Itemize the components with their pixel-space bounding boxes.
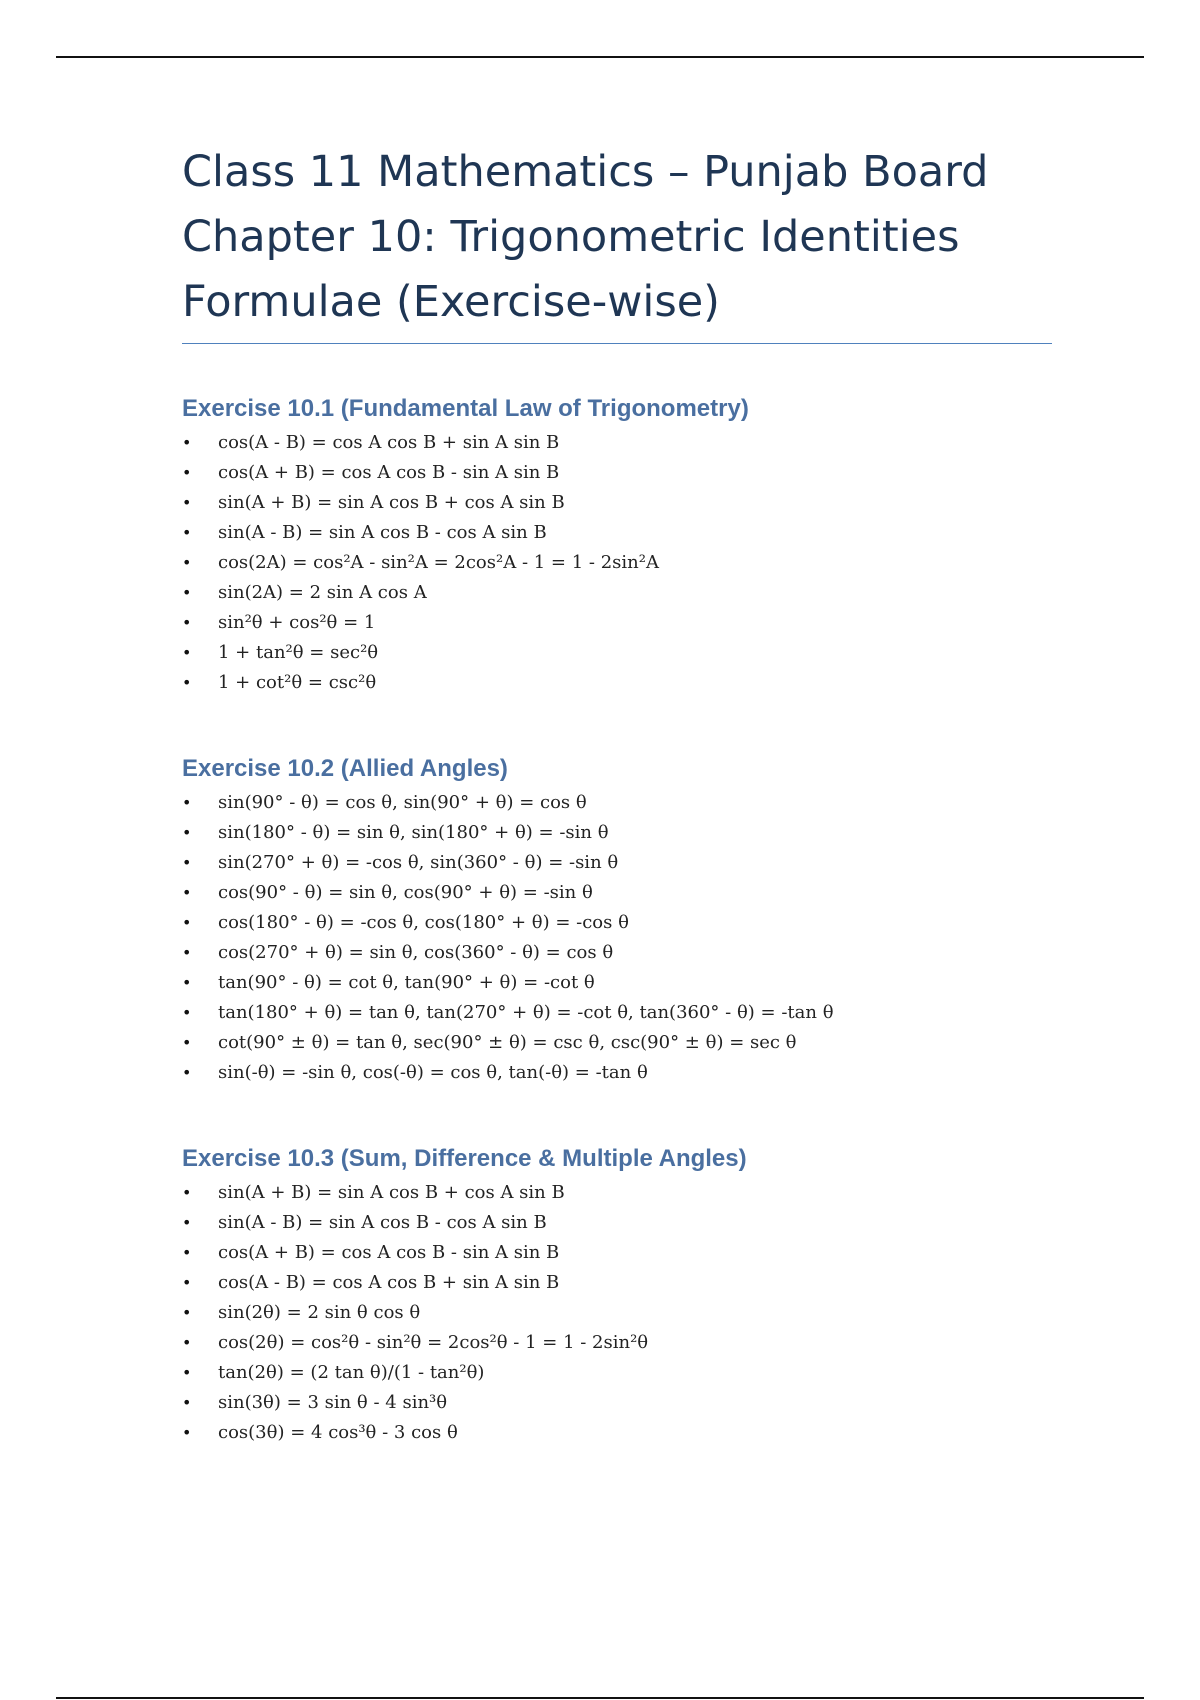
- formula-text: cos(180° - θ) = -cos θ, cos(180° + θ) = -cos θ: [218, 912, 629, 933]
- formula-text: sin²θ + cos²θ = 1: [218, 612, 376, 633]
- formula-item: [182, 998, 1052, 1028]
- formula-text: cos(A + B) = cos A cos B - sin A sin B: [218, 1242, 560, 1263]
- bullet-icon: •: [182, 433, 192, 452]
- bullet-icon: •: [182, 943, 192, 962]
- formula-item: [182, 518, 1052, 548]
- formula-item: [182, 848, 1052, 878]
- formula-item: [182, 908, 1052, 938]
- bullet-icon: •: [182, 643, 192, 662]
- page-bottom-rule: [56, 1697, 1144, 1699]
- formula-list: [182, 1178, 1052, 1448]
- document-title: [182, 140, 1052, 344]
- formula-text: cos(2A) = cos²A - sin²A = 2cos²A - 1 = 1 - 2sin²A: [218, 552, 659, 573]
- formula-list: [182, 788, 1052, 1088]
- section-heading: Exercise 10.2 (Allied Angles): [182, 755, 508, 782]
- bullet-icon: •: [182, 973, 192, 992]
- bullet-icon: •: [182, 1273, 192, 1292]
- formula-text: cot(90° ± θ) = tan θ, sec(90° ± θ) = csc θ, csc(90° ± θ) = sec θ: [218, 1032, 797, 1053]
- formula-item: [182, 968, 1052, 998]
- bullet-icon: •: [182, 1303, 192, 1322]
- bullet-icon: •: [182, 523, 192, 542]
- formula-text: tan(90° - θ) = cot θ, tan(90° + θ) = -cot θ: [218, 972, 595, 993]
- formula-text: sin(2θ) = 2 sin θ cos θ: [218, 1302, 421, 1323]
- formula-item: [182, 878, 1052, 908]
- formula-text: sin(90° - θ) = cos θ, sin(90° + θ) = cos θ: [218, 792, 587, 813]
- formula-list: [182, 428, 1052, 698]
- section-exercise-10-3: [182, 1144, 1052, 1448]
- formula-text: sin(180° - θ) = sin θ, sin(180° + θ) = -sin θ: [218, 822, 609, 843]
- bullet-icon: •: [182, 553, 192, 572]
- formula-text: sin(A + B) = sin A cos B + cos A sin B: [218, 492, 565, 513]
- bullet-icon: •: [182, 673, 192, 692]
- bullet-icon: •: [182, 793, 192, 812]
- formula-item: [182, 938, 1052, 968]
- bullet-icon: •: [182, 913, 192, 932]
- formula-item: [182, 1028, 1052, 1058]
- bullet-icon: •: [182, 493, 192, 512]
- formula-item: [182, 578, 1052, 608]
- formula-text: cos(90° - θ) = sin θ, cos(90° + θ) = -sin θ: [218, 882, 593, 903]
- bullet-icon: •: [182, 1243, 192, 1262]
- formula-item: [182, 1298, 1052, 1328]
- formula-item: [182, 488, 1052, 518]
- formula-item: [182, 668, 1052, 698]
- bullet-icon: •: [182, 1003, 192, 1022]
- formula-item: [182, 1268, 1052, 1298]
- formula-item: [182, 638, 1052, 668]
- formula-item: [182, 608, 1052, 638]
- formula-text: cos(A - B) = cos A cos B + sin A sin B: [218, 1272, 560, 1293]
- formula-text: sin(2A) = 2 sin A cos A: [218, 582, 427, 603]
- title-line-2: Chapter 10: Trigonometric Identities: [182, 212, 960, 262]
- bullet-icon: •: [182, 1033, 192, 1052]
- bullet-icon: •: [182, 853, 192, 872]
- section-exercise-10-2: [182, 754, 1052, 1088]
- bullet-icon: •: [182, 1393, 192, 1412]
- formula-text: tan(2θ) = (2 tan θ)/(1 - tan²θ): [218, 1362, 485, 1383]
- bullet-icon: •: [182, 1333, 192, 1352]
- formula-text: cos(270° + θ) = sin θ, cos(360° - θ) = cos θ: [218, 942, 614, 963]
- title-line-3: Formulae (Exercise-wise): [182, 277, 720, 327]
- bullet-icon: •: [182, 1423, 192, 1442]
- formula-item: [182, 1178, 1052, 1208]
- formula-item: [182, 1388, 1052, 1418]
- formula-item: [182, 1418, 1052, 1448]
- bullet-icon: •: [182, 823, 192, 842]
- formula-text: 1 + tan²θ = sec²θ: [218, 642, 379, 663]
- formula-text: 1 + cot²θ = csc²θ: [218, 672, 377, 693]
- title-line-1: Class 11 Mathematics – Punjab Board: [182, 147, 989, 197]
- formula-text: tan(180° + θ) = tan θ, tan(270° + θ) = -cot θ, tan(360° - θ) = -tan θ: [218, 1002, 834, 1023]
- page-top-rule: [56, 56, 1144, 58]
- formula-text: cos(2θ) = cos²θ - sin²θ = 2cos²θ - 1 = 1 - 2sin²θ: [218, 1332, 649, 1353]
- formula-item: [182, 458, 1052, 488]
- formula-item: [182, 818, 1052, 848]
- bullet-icon: •: [182, 1063, 192, 1082]
- bullet-icon: •: [182, 1363, 192, 1382]
- formula-text: sin(-θ) = -sin θ, cos(-θ) = cos θ, tan(-θ) = -tan θ: [218, 1062, 648, 1083]
- formula-text: cos(A - B) = cos A cos B + sin A sin B: [218, 432, 560, 453]
- formula-item: [182, 1358, 1052, 1388]
- formula-item: [182, 1328, 1052, 1358]
- bullet-icon: •: [182, 1183, 192, 1202]
- bullet-icon: •: [182, 1213, 192, 1232]
- section-heading: Exercise 10.1 (Fundamental Law of Trigonometry): [182, 395, 749, 422]
- formula-text: cos(3θ) = 4 cos³θ - 3 cos θ: [218, 1422, 458, 1443]
- formula-item: [182, 1058, 1052, 1088]
- bullet-icon: •: [182, 613, 192, 632]
- document-body: [182, 140, 1052, 1448]
- formula-text: sin(A + B) = sin A cos B + cos A sin B: [218, 1182, 565, 1203]
- formula-item: [182, 428, 1052, 458]
- section-exercise-10-1: [182, 394, 1052, 698]
- formula-text: sin(270° + θ) = -cos θ, sin(360° - θ) = -sin θ: [218, 852, 619, 873]
- section-heading: Exercise 10.3 (Sum, Difference & Multiple Angles): [182, 1145, 747, 1172]
- formula-item: [182, 548, 1052, 578]
- formula-text: sin(3θ) = 3 sin θ - 4 sin³θ: [218, 1392, 448, 1413]
- formula-item: [182, 1238, 1052, 1268]
- bullet-icon: •: [182, 583, 192, 602]
- formula-item: [182, 788, 1052, 818]
- formula-text: sin(A - B) = sin A cos B - cos A sin B: [218, 522, 547, 543]
- formula-text: sin(A - B) = sin A cos B - cos A sin B: [218, 1212, 547, 1233]
- bullet-icon: •: [182, 463, 192, 482]
- formula-item: [182, 1208, 1052, 1238]
- bullet-icon: •: [182, 883, 192, 902]
- formula-text: cos(A + B) = cos A cos B - sin A sin B: [218, 462, 560, 483]
